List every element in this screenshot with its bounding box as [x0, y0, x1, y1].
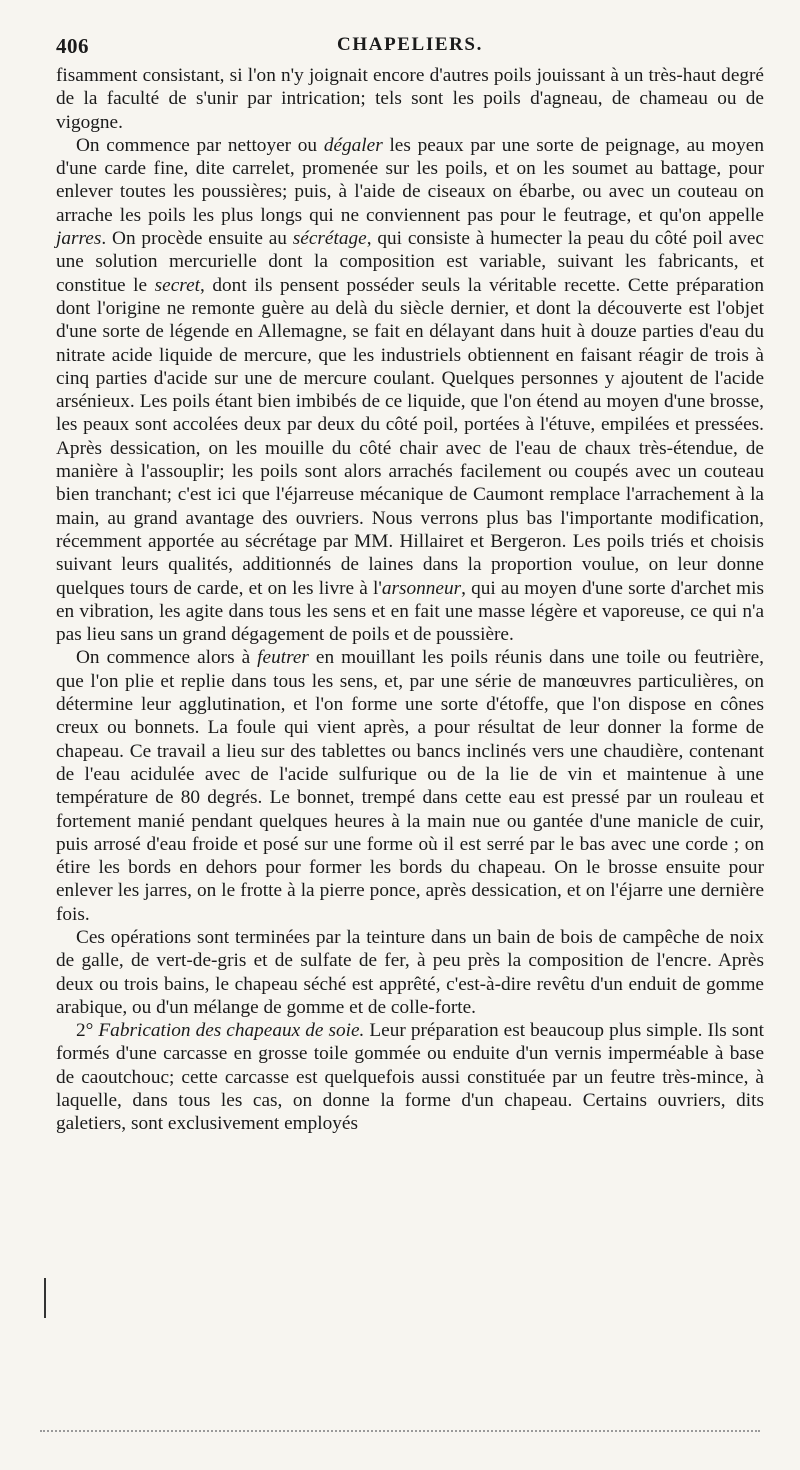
text-run: fisamment consistant, si l'on n'y joignait encore d'autres poils jouissant à un très-haut degré de la faculté de s'unir par intrication; tels sont les poils d'agneau, de chameau ou de vigogne. — [56, 65, 764, 133]
italic-term: arsonneur — [381, 577, 462, 599]
text-run: , dont ils pensent posséder seuls la véritable recette. Cette préparation dont l'origine ne remonte guère au delà du siècle dernier, et dont la découverte est l'objet d'une sorte de légende en Allemagne, se fait en délayant dans huit à douze parties d'eau du nitrate acide liquide de mercure, que les industriels obtiennent en faisant réagir de trois à cinq parties d'acide sur une de mercure coulant. Quelques personnes y ajoutent de l'acide arsénieux. Les poils étant bien imbibés de ce liquide, que l'on étend au moyen d'une brosse, les peaux sont accolées deux par deux du côté poil, portées à l'étuve, empilées et pressées. Après dessication, on les mouille du côté chair avec de l'eau de chaux très-étendue, de manière à l'assouplir; les poils sont alors arrachés facilement ou coupés avec un couteau bien tranchant; c'est ici que l'éjarreuse mécanique de Caumont remplace l'arrachement à la main, au grand avantage des ouvriers. Nous verrons plus bas l'importante modification, récemment apportée au sécrétage par MM. Hillairet et Bergeron. Les poils triés et choisis suivant leurs qualités, additionnés de laines dans la proportion voulue, on leur donne quelques tours de carde, et on les livre à l' — [56, 274, 764, 599]
italic-term: sécrétage — [292, 228, 367, 250]
text-run: en mouillant les poils réunis dans une toile ou feutrière, que l'on plie et replie dans tous les sens, et, par une série de manœuvres particulières, on détermine leur agglutination, et l'on forme une sorte d'étoffe, que l'on dispose en cônes creux ou bonnets. La foule qui vient après, a pour résultat de leur donner la forme de chapeau. Ce travail a lieu sur des tablettes ou bancs inclinés vers une chaudière, contenant de l'eau acidulée avec de l'acide sulfurique ou de la lie de vin et maintenue à une température de 80 degrés. Le bonnet, trempé dans cette eau est pressé par un rouleau et fortement manié pendant quelques heures à la main nue ou gantée d'une manicle de cuir, puis arrosé d'eau froide et posé sur une forme où il est serré par le bas avec une corde ; on étire les bords en dehors pour former les bords du chapeau. On le brosse ensuite pour enlever les jarres, on le frotte à la pierre ponce, après dessication, et on l'éjarre une dernière fois. — [56, 647, 764, 925]
text-run: , qui au moyen d'une sorte d'archet mis en vibration, les agite dans tous les sens et en fait une masse légère et vaporeuse, ce qui n'a pas lieu sans un grand dégagement de poils et de poussière. — [56, 577, 764, 646]
running-title: CHAPELIERS. — [337, 34, 483, 55]
text-run: , qui consiste à humecter la peau du côté poil avec une solution mercurielle dont la composition est variable, suivant les fabricants, et constitue le — [56, 228, 764, 296]
italic-term: feutrer — [257, 647, 309, 669]
page-bottom-rule — [40, 1430, 760, 1432]
paragraph-chapeaux-de-soie — [56, 1019, 764, 1135]
italic-term: dégaler — [323, 134, 383, 156]
text-run: On commence par nettoyer ou — [76, 134, 324, 156]
paragraph-continuation — [56, 64, 764, 134]
italic-term: jarres — [56, 228, 102, 250]
page-number: 406 — [56, 34, 89, 58]
italic-term: secret — [154, 274, 200, 296]
text-run: Ces opérations sont terminées par la teinture dans un bain de bois de campêche de noix de galle, de vert-de-gris et de sulfate de fer, à peu près la composition de l'encre. Après deux ou trois bains, le chapeau séché est apprêté, c'est-à-dire revêtu d'un enduit de gomme arabique, ou d'un mélange de gomme et de colle-forte. — [56, 926, 764, 1018]
body-text — [56, 64, 764, 1136]
paragraph-feutrage — [56, 646, 764, 926]
text-run: Leur préparation est beaucoup plus simple. Ils sont formés d'une carcasse en grosse toile gommée ou enduite d'un vernis imperméable à base de caoutchouc; cette carcasse est quelquefois aussi constituée par un feutre très-mince, à laquelle, dans tous les cas, on donne la forme d'un chapeau. Certains ouvriers, dits galetiers, sont exclusivement employés — [56, 1020, 764, 1135]
text-run: les peaux par une sorte de peignage, au moyen d'une carde fine, dite carrelet, promenée sur les poils, et on les soumet au battage, pour enlever toutes les poussières; puis, à l'aide de ciseaux on ébarbe, ou avec un couteau on arrache les poils les plus longs qui ne conviennent pas pour le feutrage, et qu'on appelle — [56, 134, 764, 226]
margin-mark — [44, 1278, 46, 1318]
page-header — [56, 30, 764, 64]
text-run: . On procède ensuite au — [101, 228, 293, 250]
text-run: 2° — [76, 1020, 99, 1042]
paragraph-teinture — [56, 926, 764, 1019]
paragraph-preparation-peaux — [56, 134, 764, 647]
text-run: On commence alors à — [76, 647, 258, 669]
italic-term: Fabrication des chapeaux de soie. — [98, 1020, 365, 1042]
